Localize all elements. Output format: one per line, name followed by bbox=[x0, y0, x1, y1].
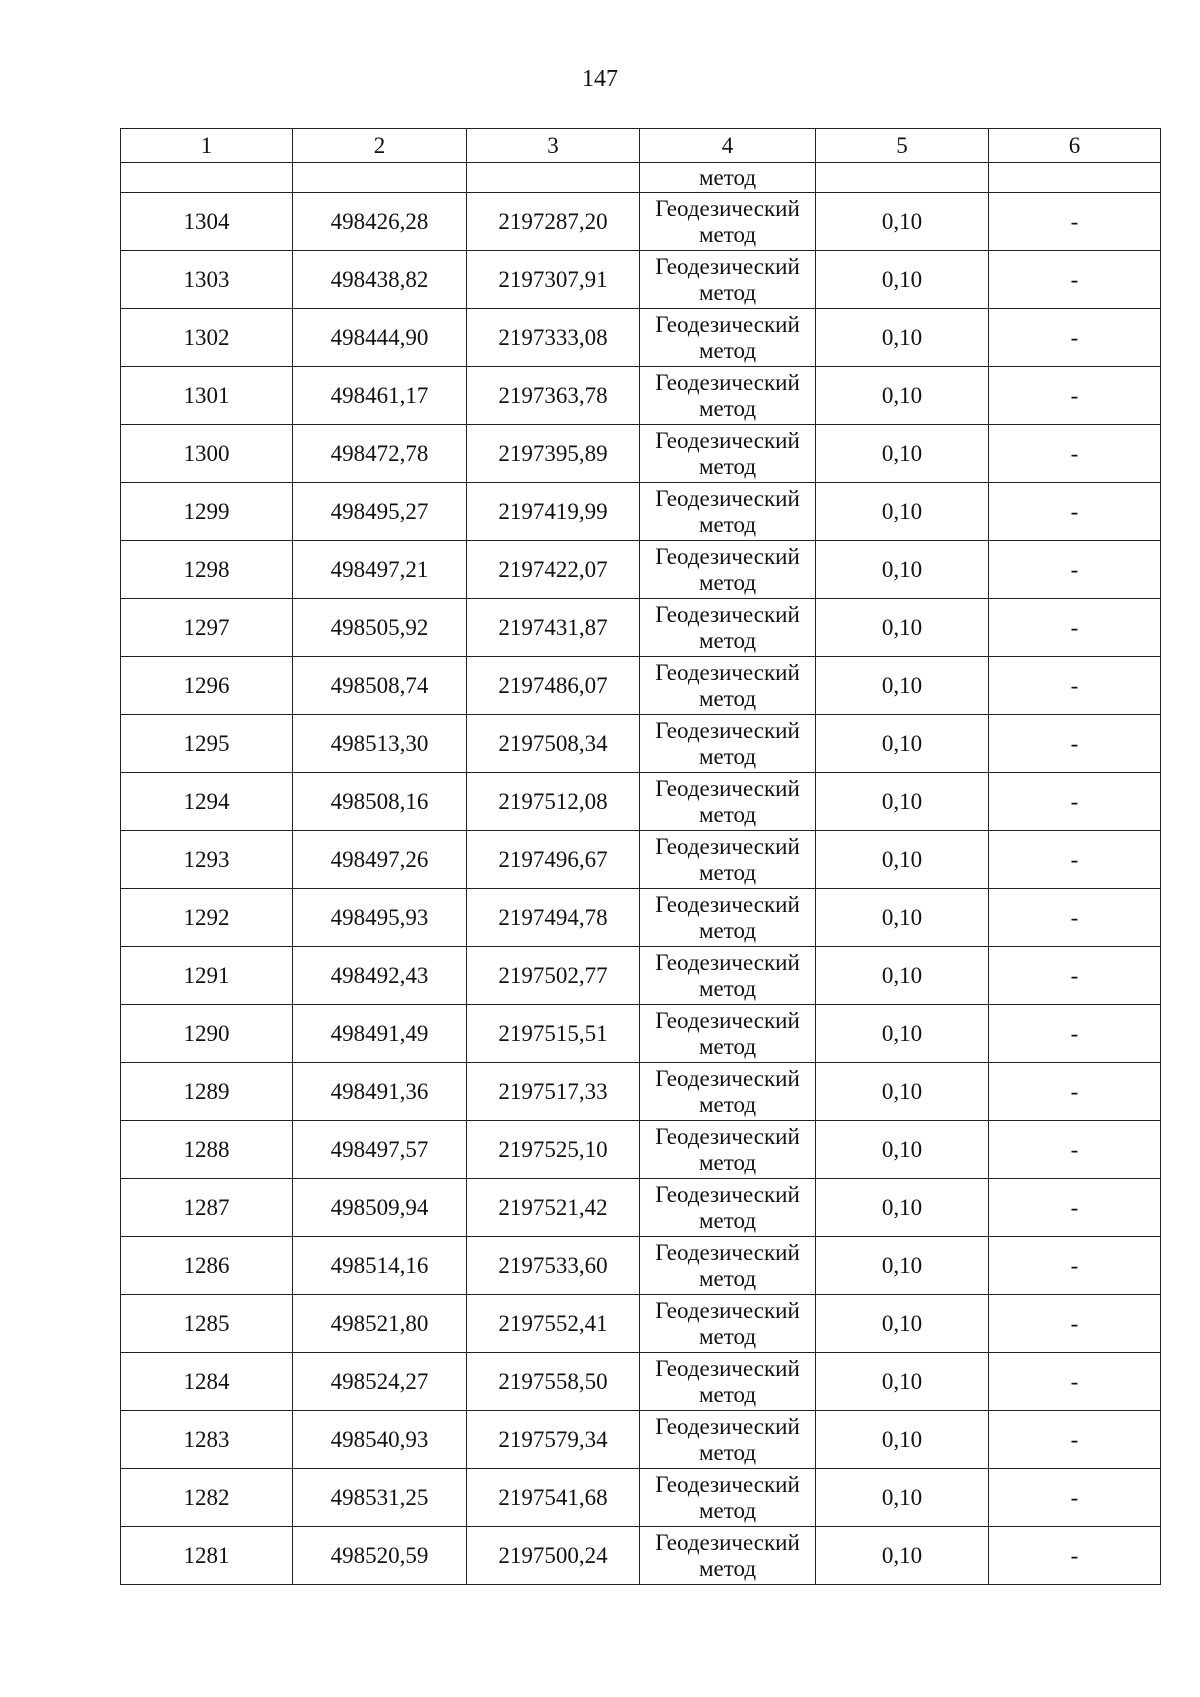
method-line-2: метод bbox=[698, 1091, 757, 1117]
method-line-1: Геодезический bbox=[655, 195, 800, 221]
point-cell: 1292 bbox=[121, 889, 293, 947]
note-cell: - bbox=[989, 947, 1161, 1005]
y-coordinate-cell: 2197502,77 bbox=[467, 947, 640, 1005]
method-cell bbox=[640, 193, 816, 251]
method-cell bbox=[640, 1527, 816, 1585]
method-line-2: метод bbox=[698, 1149, 757, 1175]
method-line-1: Геодезический bbox=[655, 833, 800, 859]
y-coordinate-cell: 2197552,41 bbox=[467, 1295, 640, 1353]
note-cell: - bbox=[989, 1179, 1161, 1237]
y-coordinate-cell: 2197541,68 bbox=[467, 1469, 640, 1527]
y-coordinate-cell: 2197395,89 bbox=[467, 425, 640, 483]
y-coordinate-cell: 2197533,60 bbox=[467, 1237, 640, 1295]
table-body bbox=[121, 129, 1161, 1585]
note-cell: - bbox=[989, 889, 1161, 947]
method-cell bbox=[640, 251, 816, 309]
note-cell: - bbox=[989, 657, 1161, 715]
point-cell: 1304 bbox=[121, 193, 293, 251]
method-cell bbox=[640, 657, 816, 715]
accuracy-cell: 0,10 bbox=[816, 831, 989, 889]
accuracy-cell: 0,10 bbox=[816, 1295, 989, 1353]
accuracy-cell: 0,10 bbox=[816, 309, 989, 367]
method-line-1: Геодезический bbox=[655, 543, 800, 569]
x-coordinate-cell: 498492,43 bbox=[293, 947, 467, 1005]
y-coordinate-cell: 2197333,08 bbox=[467, 309, 640, 367]
coordinates-table bbox=[120, 128, 1161, 1585]
note-cell: - bbox=[989, 309, 1161, 367]
x-coordinate-cell: 498497,21 bbox=[293, 541, 467, 599]
table-row bbox=[121, 657, 1161, 715]
note-cell: - bbox=[989, 1121, 1161, 1179]
table-row bbox=[121, 1063, 1161, 1121]
method-line-1: Геодезический bbox=[655, 891, 800, 917]
accuracy-cell: 0,10 bbox=[816, 657, 989, 715]
header-cell-2: 2 bbox=[293, 129, 467, 163]
note-cell: - bbox=[989, 1063, 1161, 1121]
method-line-2: метод bbox=[698, 511, 757, 537]
point-cell: 1290 bbox=[121, 1005, 293, 1063]
point-cell: 1297 bbox=[121, 599, 293, 657]
header-cell-6: 6 bbox=[989, 129, 1161, 163]
x-coordinate-cell: 498524,27 bbox=[293, 1353, 467, 1411]
note-cell: - bbox=[989, 193, 1161, 251]
point-cell: 1299 bbox=[121, 483, 293, 541]
point-cell: 1286 bbox=[121, 1237, 293, 1295]
header-row bbox=[121, 129, 1161, 163]
y-coordinate-cell: 2197419,99 bbox=[467, 483, 640, 541]
table-row bbox=[121, 1411, 1161, 1469]
method-line-2: метод bbox=[698, 1323, 757, 1349]
continuation-cell-5 bbox=[816, 163, 989, 193]
method-line-2: метод bbox=[698, 569, 757, 595]
note-cell: - bbox=[989, 425, 1161, 483]
table-row bbox=[121, 367, 1161, 425]
table-row bbox=[121, 831, 1161, 889]
x-coordinate-cell: 498497,57 bbox=[293, 1121, 467, 1179]
method-line-2: метод bbox=[698, 1439, 757, 1465]
method-line-1: Геодезический bbox=[655, 1355, 800, 1381]
accuracy-cell: 0,10 bbox=[816, 425, 989, 483]
note-cell: - bbox=[989, 1527, 1161, 1585]
note-cell: - bbox=[989, 541, 1161, 599]
method-line-1: Геодезический bbox=[655, 369, 800, 395]
method-line-2: метод bbox=[698, 1207, 757, 1233]
accuracy-cell: 0,10 bbox=[816, 715, 989, 773]
y-coordinate-cell: 2197512,08 bbox=[467, 773, 640, 831]
method-line-2: метод bbox=[698, 975, 757, 1001]
page-number: 147 bbox=[582, 66, 618, 92]
header-cell-5: 5 bbox=[816, 129, 989, 163]
table-row bbox=[121, 947, 1161, 1005]
point-cell: 1300 bbox=[121, 425, 293, 483]
point-cell: 1283 bbox=[121, 1411, 293, 1469]
method-line-2: метод bbox=[698, 337, 757, 363]
table-row bbox=[121, 773, 1161, 831]
x-coordinate-cell: 498426,28 bbox=[293, 193, 467, 251]
point-cell: 1289 bbox=[121, 1063, 293, 1121]
note-cell: - bbox=[989, 1005, 1161, 1063]
method-line-1: Геодезический bbox=[655, 1239, 800, 1265]
header-cell-4: 4 bbox=[640, 129, 816, 163]
x-coordinate-cell: 498531,25 bbox=[293, 1469, 467, 1527]
x-coordinate-cell: 498520,59 bbox=[293, 1527, 467, 1585]
method-cell bbox=[640, 1469, 816, 1527]
point-cell: 1282 bbox=[121, 1469, 293, 1527]
method-cell bbox=[640, 715, 816, 773]
continuation-row bbox=[121, 163, 1161, 193]
continuation-cell-2 bbox=[293, 163, 467, 193]
x-coordinate-cell: 498514,16 bbox=[293, 1237, 467, 1295]
x-coordinate-cell: 498509,94 bbox=[293, 1179, 467, 1237]
point-cell: 1296 bbox=[121, 657, 293, 715]
note-cell: - bbox=[989, 1411, 1161, 1469]
method-line-1: Геодезический bbox=[655, 1471, 800, 1497]
method-cell bbox=[640, 425, 816, 483]
method-line-1: Геодезический bbox=[655, 1065, 800, 1091]
y-coordinate-cell: 2197525,10 bbox=[467, 1121, 640, 1179]
accuracy-cell: 0,10 bbox=[816, 541, 989, 599]
accuracy-cell: 0,10 bbox=[816, 889, 989, 947]
table-row bbox=[121, 541, 1161, 599]
table-row bbox=[121, 251, 1161, 309]
method-line-1: Геодезический bbox=[655, 1007, 800, 1033]
note-cell: - bbox=[989, 483, 1161, 541]
point-cell: 1287 bbox=[121, 1179, 293, 1237]
method-cell bbox=[640, 1237, 816, 1295]
accuracy-cell: 0,10 bbox=[816, 947, 989, 1005]
table-row bbox=[121, 1005, 1161, 1063]
method-line-2: метод bbox=[698, 1381, 757, 1407]
method-line-2: метод bbox=[698, 1265, 757, 1291]
y-coordinate-cell: 2197508,34 bbox=[467, 715, 640, 773]
point-cell: 1301 bbox=[121, 367, 293, 425]
x-coordinate-cell: 498444,90 bbox=[293, 309, 467, 367]
continuation-cell-3 bbox=[467, 163, 640, 193]
method-cell bbox=[640, 1353, 816, 1411]
method-line-2: метод bbox=[698, 743, 757, 769]
x-coordinate-cell: 498461,17 bbox=[293, 367, 467, 425]
note-cell: - bbox=[989, 1295, 1161, 1353]
y-coordinate-cell: 2197486,07 bbox=[467, 657, 640, 715]
table-row bbox=[121, 599, 1161, 657]
method-cell bbox=[640, 1411, 816, 1469]
method-cell bbox=[640, 831, 816, 889]
y-coordinate-cell: 2197521,42 bbox=[467, 1179, 640, 1237]
x-coordinate-cell: 498508,74 bbox=[293, 657, 467, 715]
y-coordinate-cell: 2197496,67 bbox=[467, 831, 640, 889]
method-line-1: Геодезический bbox=[655, 717, 800, 743]
accuracy-cell: 0,10 bbox=[816, 1005, 989, 1063]
note-cell: - bbox=[989, 773, 1161, 831]
table-row bbox=[121, 1469, 1161, 1527]
method-line-1: Геодезический bbox=[655, 311, 800, 337]
x-coordinate-cell: 498495,93 bbox=[293, 889, 467, 947]
header-cell-1: 1 bbox=[121, 129, 293, 163]
method-line-2: метод bbox=[698, 685, 757, 711]
table-row bbox=[121, 1179, 1161, 1237]
method-cell bbox=[640, 947, 816, 1005]
accuracy-cell: 0,10 bbox=[816, 1063, 989, 1121]
y-coordinate-cell: 2197287,20 bbox=[467, 193, 640, 251]
y-coordinate-cell: 2197558,50 bbox=[467, 1353, 640, 1411]
accuracy-cell: 0,10 bbox=[816, 193, 989, 251]
note-cell: - bbox=[989, 1469, 1161, 1527]
accuracy-cell: 0,10 bbox=[816, 251, 989, 309]
accuracy-cell: 0,10 bbox=[816, 367, 989, 425]
point-cell: 1298 bbox=[121, 541, 293, 599]
y-coordinate-cell: 2197422,07 bbox=[467, 541, 640, 599]
x-coordinate-cell: 498513,30 bbox=[293, 715, 467, 773]
note-cell: - bbox=[989, 251, 1161, 309]
method-line-1: Геодезический bbox=[655, 775, 800, 801]
method-line-2: метод bbox=[698, 395, 757, 421]
note-cell: - bbox=[989, 715, 1161, 773]
table-row bbox=[121, 193, 1161, 251]
continuation-cell-1 bbox=[121, 163, 293, 193]
note-cell: - bbox=[989, 1353, 1161, 1411]
accuracy-cell: 0,10 bbox=[816, 599, 989, 657]
y-coordinate-cell: 2197517,33 bbox=[467, 1063, 640, 1121]
method-line-1: Геодезический bbox=[655, 1181, 800, 1207]
x-coordinate-cell: 498505,92 bbox=[293, 599, 467, 657]
accuracy-cell: 0,10 bbox=[816, 1237, 989, 1295]
table-row bbox=[121, 425, 1161, 483]
method-cell bbox=[640, 1005, 816, 1063]
method-cell bbox=[640, 1295, 816, 1353]
point-cell: 1288 bbox=[121, 1121, 293, 1179]
method-line-1: Геодезический bbox=[655, 485, 800, 511]
method-cell bbox=[640, 1063, 816, 1121]
point-cell: 1285 bbox=[121, 1295, 293, 1353]
note-cell: - bbox=[989, 599, 1161, 657]
method-line-2: метод bbox=[698, 1497, 757, 1523]
x-coordinate-cell: 498491,36 bbox=[293, 1063, 467, 1121]
accuracy-cell: 0,10 bbox=[816, 1121, 989, 1179]
method-line-1: Геодезический bbox=[655, 253, 800, 279]
point-cell: 1295 bbox=[121, 715, 293, 773]
method-line-2: метод bbox=[698, 1033, 757, 1059]
x-coordinate-cell: 498491,49 bbox=[293, 1005, 467, 1063]
x-coordinate-cell: 498497,26 bbox=[293, 831, 467, 889]
table-row bbox=[121, 483, 1161, 541]
method-line-2: метод bbox=[698, 859, 757, 885]
note-cell: - bbox=[989, 367, 1161, 425]
method-line-2: метод bbox=[698, 917, 757, 943]
note-cell: - bbox=[989, 1237, 1161, 1295]
point-cell: 1303 bbox=[121, 251, 293, 309]
point-cell: 1293 bbox=[121, 831, 293, 889]
method-cell bbox=[640, 889, 816, 947]
continuation-cell-6 bbox=[989, 163, 1161, 193]
method-line-2: метод bbox=[698, 1555, 757, 1581]
method-cell bbox=[640, 367, 816, 425]
point-cell: 1281 bbox=[121, 1527, 293, 1585]
continuation-cell-4: метод bbox=[640, 163, 816, 193]
point-cell: 1284 bbox=[121, 1353, 293, 1411]
table-row bbox=[121, 889, 1161, 947]
x-coordinate-cell: 498508,16 bbox=[293, 773, 467, 831]
y-coordinate-cell: 2197500,24 bbox=[467, 1527, 640, 1585]
table-row bbox=[121, 1527, 1161, 1585]
method-line-2: метод bbox=[698, 453, 757, 479]
x-coordinate-cell: 498495,27 bbox=[293, 483, 467, 541]
x-coordinate-cell: 498438,82 bbox=[293, 251, 467, 309]
y-coordinate-cell: 2197363,78 bbox=[467, 367, 640, 425]
method-line-2: метод bbox=[698, 627, 757, 653]
y-coordinate-cell: 2197579,34 bbox=[467, 1411, 640, 1469]
method-line-1: Геодезический bbox=[655, 427, 800, 453]
method-line-1: Геодезический bbox=[655, 1297, 800, 1323]
accuracy-cell: 0,10 bbox=[816, 1527, 989, 1585]
point-cell: 1302 bbox=[121, 309, 293, 367]
method-line-2: метод bbox=[698, 801, 757, 827]
table-row bbox=[121, 1121, 1161, 1179]
y-coordinate-cell: 2197515,51 bbox=[467, 1005, 640, 1063]
accuracy-cell: 0,10 bbox=[816, 1411, 989, 1469]
method-line-1: Геодезический bbox=[655, 1529, 800, 1555]
accuracy-cell: 0,10 bbox=[816, 1469, 989, 1527]
table-row bbox=[121, 309, 1161, 367]
point-cell: 1294 bbox=[121, 773, 293, 831]
table-row bbox=[121, 1237, 1161, 1295]
method-line-1: Геодезический bbox=[655, 1413, 800, 1439]
x-coordinate-cell: 498521,80 bbox=[293, 1295, 467, 1353]
method-cell bbox=[640, 1121, 816, 1179]
method-cell bbox=[640, 483, 816, 541]
header-cell-3: 3 bbox=[467, 129, 640, 163]
method-cell bbox=[640, 1179, 816, 1237]
accuracy-cell: 0,10 bbox=[816, 483, 989, 541]
method-line-1: Геодезический bbox=[655, 601, 800, 627]
table-row bbox=[121, 1295, 1161, 1353]
method-line-1: Геодезический bbox=[655, 949, 800, 975]
x-coordinate-cell: 498472,78 bbox=[293, 425, 467, 483]
y-coordinate-cell: 2197307,91 bbox=[467, 251, 640, 309]
accuracy-cell: 0,10 bbox=[816, 773, 989, 831]
note-cell: - bbox=[989, 831, 1161, 889]
method-cell bbox=[640, 773, 816, 831]
method-line-1: Геодезический bbox=[655, 1123, 800, 1149]
table-row bbox=[121, 1353, 1161, 1411]
method-cell bbox=[640, 541, 816, 599]
accuracy-cell: 0,10 bbox=[816, 1179, 989, 1237]
table-row bbox=[121, 715, 1161, 773]
x-coordinate-cell: 498540,93 bbox=[293, 1411, 467, 1469]
method-cell bbox=[640, 309, 816, 367]
point-cell: 1291 bbox=[121, 947, 293, 1005]
y-coordinate-cell: 2197494,78 bbox=[467, 889, 640, 947]
method-line-2: метод bbox=[698, 221, 757, 247]
method-cell bbox=[640, 599, 816, 657]
method-line-2: метод bbox=[698, 279, 757, 305]
method-line-1: Геодезический bbox=[655, 659, 800, 685]
accuracy-cell: 0,10 bbox=[816, 1353, 989, 1411]
y-coordinate-cell: 2197431,87 bbox=[467, 599, 640, 657]
